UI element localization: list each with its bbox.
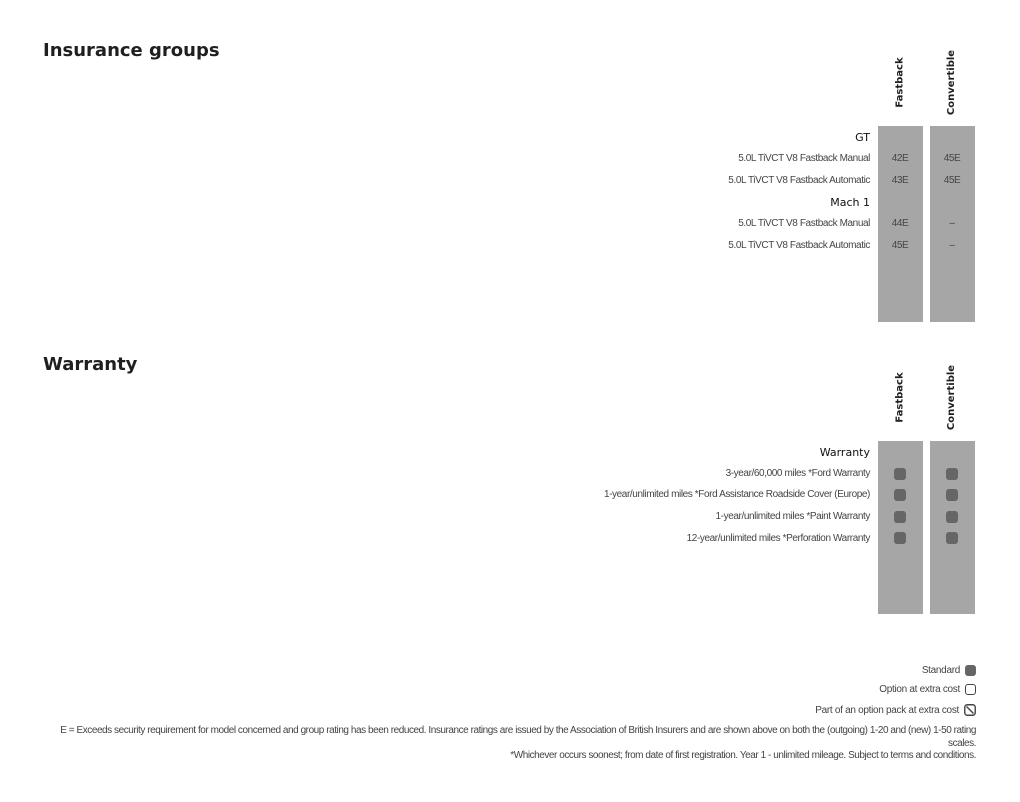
warranty-title: Warranty [43,354,138,375]
warranty-row-label: 12-year/unlimited miles *Perforation Warranty [686,533,870,544]
insurance-header-fastback: Fastback [894,56,906,108]
warranty-row-label: 1-year/unlimited miles *Paint Warranty [715,511,870,522]
insurance-footnote-line1: E = Exceeds security requirement for model concerned and group rating has been reduced. Insurance ratings are issued by the Association of British Insurers and are shown above on both the (outgoing) 1-20 and (new) 1-50 rating [60,725,976,736]
group-label-gt: GT [855,131,870,144]
group-label-mach1: Mach 1 [830,196,870,209]
insurance-groups-title: Insurance groups [43,40,220,61]
insurance-cell-convertible: 45E [943,153,961,164]
warranty-row-label: 1-year/unlimited miles *Ford Assistance Roadside Cover (Europe) [603,489,870,500]
warranty-header-convertible: Convertible [946,364,958,430]
insurance-cell-fastback: 42E [891,153,909,164]
insurance-row-label: 5.0L TiVCT V8 Fastback Manual [738,218,870,229]
legend-standard [922,665,976,676]
legend-option-label: Option at extra cost [879,684,960,695]
warranty-row-label: 3-year/60,000 miles *Ford Warranty [725,468,870,479]
insurance-row-label: 5.0L TiVCT V8 Fastback Automatic [728,240,870,251]
insurance-row-label: 5.0L TiVCT V8 Fastback Automatic [728,175,870,186]
insurance-cell-fastback: 44E [891,218,909,229]
standard-fitment-icon [946,468,958,480]
insurance-cell-fastback: 43E [891,175,909,186]
warranty-convertible-column [930,441,975,614]
group-label-warranty: Warranty [819,446,870,459]
insurance-cell-convertible: 45E [943,175,961,186]
legend-standard-label: Standard [921,665,960,676]
filled-square-icon [965,665,976,676]
standard-fitment-icon [946,511,958,523]
insurance-cell-convertible: – [949,240,955,251]
standard-fitment-icon [946,489,958,501]
insurance-header-convertible: Convertible [946,49,958,115]
legend-pack-label: Part of an option pack at extra cost [815,704,959,716]
legend-pack [815,704,976,716]
standard-fitment-icon [894,489,906,501]
empty-square-icon [965,684,976,695]
insurance-cell-convertible: – [949,218,955,229]
standard-fitment-icon [894,532,906,544]
insurance-row-label: 5.0L TiVCT V8 Fastback Manual [738,153,870,164]
standard-fitment-icon [946,532,958,544]
warranty-footnote: *Whichever occurs soonest; from date of first registration. Year 1 - unlimited mileage. Subject to terms and conditions. [510,750,976,761]
standard-fitment-icon [894,468,906,480]
insurance-footnote [56,724,976,750]
insurance-cell-fastback: 45E [891,240,909,251]
hatched-square-icon [964,704,976,716]
warranty-fastback-column [878,441,923,614]
insurance-footnote-line2: scales. [948,738,976,749]
warranty-header-fastback: Fastback [894,371,906,423]
standard-fitment-icon [894,511,906,523]
legend-option [879,684,976,695]
